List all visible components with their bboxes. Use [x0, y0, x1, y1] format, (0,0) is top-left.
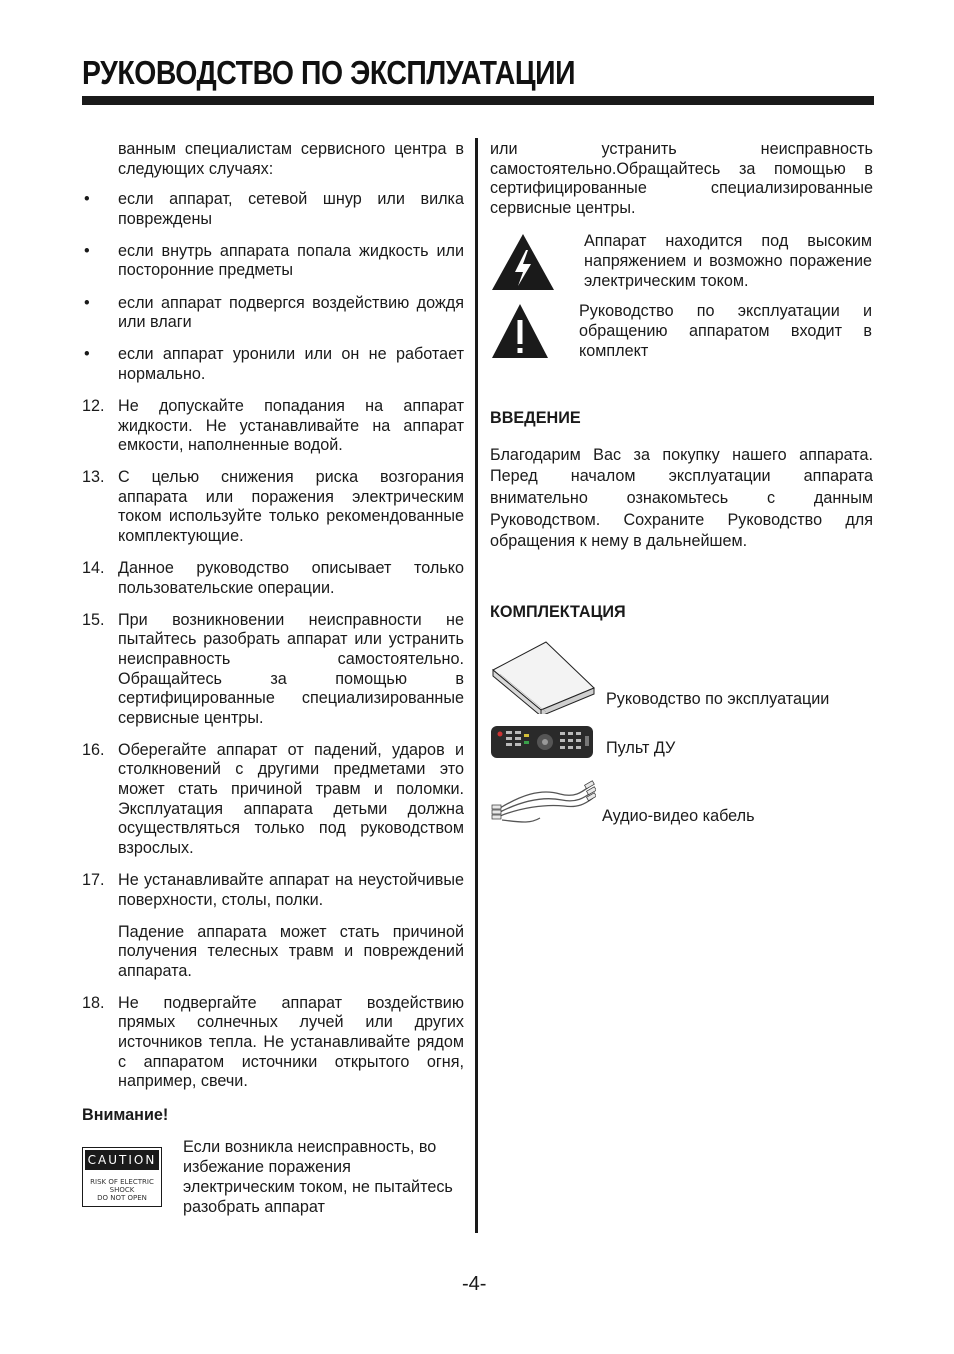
item-number: 13. — [82, 468, 105, 487]
kit-item-remote — [490, 724, 873, 776]
kit-item-cable — [490, 778, 873, 838]
item-text: Не допускайте попадания на аппарат жидкости. Не устанавливайте на аппарат емкости, наполненные водой. — [118, 396, 464, 455]
item-text: При возникновении неисправности не пытайтесь разобрать аппарат или устранить неисправность самостоятельно. Обращайтесь за помощью в сертифицированные специализированные сервисные центры. — [118, 610, 464, 727]
attention-title: Внимание! — [82, 1105, 169, 1124]
item-number: 17. — [82, 870, 105, 889]
bullet-item — [82, 345, 464, 384]
bullet-icon: • — [84, 293, 90, 312]
column-divider — [475, 138, 478, 1233]
kit-section-title: КОМПЛЕКТАЦИЯ — [490, 602, 626, 621]
kit-item-label: Руководство по эксплуатации — [606, 690, 830, 709]
item-number: 12. — [82, 396, 105, 415]
high-voltage-text: Аппарат находится под высоким напряжением и возможно поражение электрическим током. — [584, 232, 872, 290]
item-number: 18. — [82, 993, 105, 1012]
left-column — [82, 140, 464, 1217]
numbered-item-12 — [82, 397, 464, 456]
caution-heading: CAUTION — [85, 1150, 159, 1170]
exclamation-warning-icon — [490, 302, 550, 360]
bullet-text: если аппарат уронили или он не работает нормально. — [118, 345, 464, 383]
numbered-item-14 — [82, 559, 464, 598]
bullet-icon: • — [84, 345, 90, 364]
item-number: 15. — [82, 610, 105, 629]
lightning-warning-icon — [490, 232, 556, 292]
bullet-item — [82, 294, 464, 333]
item-text: Оберегайте аппарат от падений, ударов и столкновений с другими предметами это может стать причиной травм и поломки. Эксплуатация аппарата детьми должна осуществляться только под руководством взрослых. — [118, 740, 464, 857]
page-number: -4- — [462, 1273, 487, 1295]
caution-small-text — [83, 1178, 161, 1202]
intro-section-title: ВВЕДЕНИЕ — [490, 409, 581, 428]
manual-warning-text: Руководство по эксплуатации и обращению аппаратом входит в комплект — [579, 302, 872, 360]
bullet-item — [82, 190, 464, 229]
numbered-item-16 — [82, 741, 464, 859]
item-number: 16. — [82, 740, 105, 759]
av-cable-icon — [490, 778, 596, 830]
item-text: Не подвергайте аппарат воздействию прямых солнечных лучей или других источников тепла. Не устанавливайте рядом с аппаратом источники открытого огня, например, свечи. — [118, 993, 464, 1091]
bullet-text: если аппарат подвергся воздействию дождя или влаги — [118, 293, 464, 332]
item-17-extra: Падение аппарата может стать причиной получения телесных травм и повреждений аппарата. — [118, 922, 464, 980]
attention-text: Если возникла неисправность, во избежание поражения электрическим током, не пытайтесь разобрать аппарат — [183, 1138, 453, 1217]
high-voltage-warning — [490, 232, 873, 292]
item-text: С целью снижения риска возгорания аппарата или поражения электрическим током используйте только рекомендованные комплектующие. — [118, 468, 464, 545]
manual-book-icon — [490, 636, 596, 714]
title-rule — [82, 96, 874, 105]
numbered-item-13 — [82, 468, 464, 546]
continuation-text: или устранить неисправность самостоятельно.Обращайтесь за помощью в сертифицированные специализированные сервисные центры. — [490, 140, 873, 217]
kit-item-label: Пульт ДУ — [606, 739, 676, 758]
item-text: Не устанавливайте аппарат на неустойчивые поверхности, столы, полки. — [118, 870, 464, 909]
bullet-icon: • — [84, 190, 90, 209]
caution-label-icon — [82, 1147, 162, 1207]
item-number: 14. — [82, 559, 105, 578]
item-text: Данное руководство описывает только пользовательские операции. — [118, 559, 464, 597]
numbered-item-15 — [82, 611, 464, 729]
kit-item-manual — [490, 636, 873, 714]
numbered-item-17 — [82, 871, 464, 910]
right-column — [490, 140, 873, 838]
remote-control-icon — [490, 724, 594, 760]
caution-small-line: DO NOT OPEN — [97, 1194, 147, 1203]
caution-small-line: RISK OF ELECTRIC SHOCK — [90, 1178, 154, 1195]
kit-item-label: Аудио-видео кабель — [602, 807, 755, 826]
manual-warning — [490, 302, 873, 361]
numbered-item-18 — [82, 994, 464, 1092]
page-title: РУКОВОДСТВО ПО ЭКСПЛУАТАЦИИ — [82, 54, 576, 91]
bullet-item — [82, 242, 464, 281]
bullet-icon: • — [84, 241, 90, 260]
intro-continuation: ванным специалистам сервисного центра в следующих случаях: — [118, 140, 464, 178]
bullet-text: если внутрь аппарата попала жидкость или посторонние предметы — [118, 241, 464, 280]
bullet-text: если аппарат, сетевой шнур или вилка повреждены — [118, 190, 464, 228]
intro-section-text: Благодарим Вас за покупку нашего аппарата. Перед началом эксплуатации аппарата внимательно ознакомьтесь с данным Руководством. Сохраните Руководство для обращения к нему в дальнейшем. — [490, 445, 873, 551]
caution-block — [82, 1137, 464, 1217]
